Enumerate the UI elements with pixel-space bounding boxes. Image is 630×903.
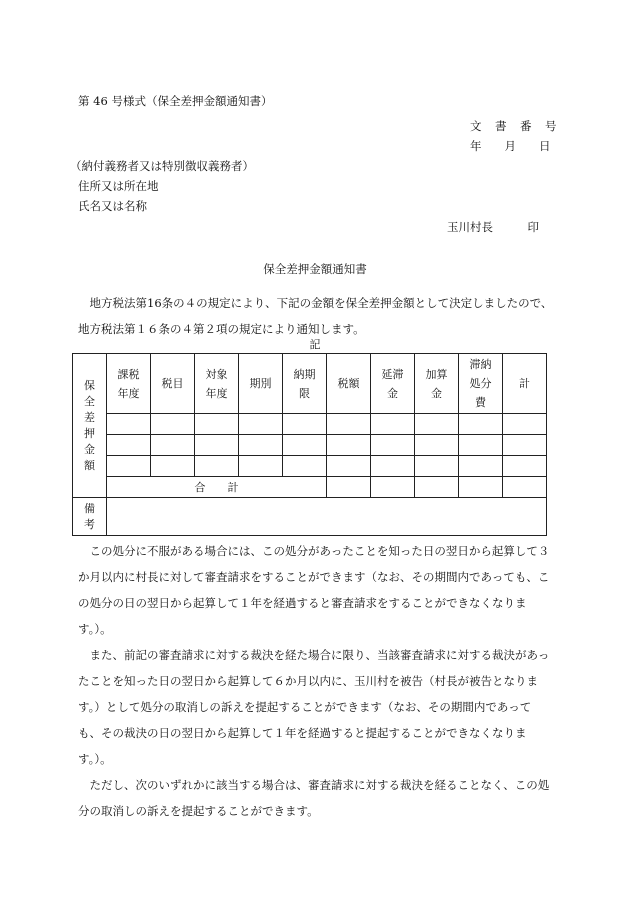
total-label: 合 計 <box>107 477 327 498</box>
recipient-category: （納付義務者又は特別徴収義務者） <box>70 159 254 173</box>
table-row <box>73 456 547 477</box>
header-cell: 延滞金 <box>371 354 415 414</box>
ki-label: 記 <box>309 338 321 351</box>
form-title: 第 46 号様式（保全差押金額通知書） <box>78 94 273 108</box>
header-cell: 滞納処分費 <box>459 354 503 414</box>
address-label: 住所又は所在地 <box>78 179 159 193</box>
date-line: 年 月 日 <box>470 139 551 153</box>
header-cell: 税額 <box>327 354 371 414</box>
side-label: 保全差押金額 <box>84 378 95 472</box>
document-number-label: 文 書 番 号 <box>470 119 558 133</box>
header-cell: 計 <box>503 354 547 414</box>
tax-amount-table <box>72 353 547 536</box>
notice-title: 保全差押金額通知書 <box>263 262 367 276</box>
intro-paragraph: 地方税法第16条の４の規定により、下記の金額を保全差押金額として決定しましたので、地方税法第１６条の４第２項の規定により通知します。 <box>78 296 553 336</box>
side-label-cell <box>73 354 107 498</box>
header-cell: 税目 <box>151 354 195 414</box>
remarks-content <box>107 498 547 536</box>
header-cell: 納期限 <box>283 354 327 414</box>
total-row <box>73 477 547 498</box>
table-row <box>73 435 547 456</box>
remarks-row <box>73 498 547 536</box>
header-cell: 期別 <box>239 354 283 414</box>
appeal-paragraph-3: ただし、次のいずれかに該当する場合は、審査請求に対する裁決を経ることなく、この処分の取消しの訴えを提起することができます。 <box>78 778 550 818</box>
header-cell: 課税年度 <box>107 354 151 414</box>
table-header-row <box>73 354 547 414</box>
table-row <box>73 414 547 435</box>
remarks-label: 備考 <box>84 501 95 531</box>
name-label: 氏名又は名称 <box>78 199 147 213</box>
appeal-paragraph-1: この処分に不服がある場合には、この処分があったことを知った日の翌日から起算して３か月以内に村長に対して審査請求をすることができます（なお、その期間内であっても、この処分の日の翌日から起算して１年を経過すると審査請求をすることができなくなります。）。 <box>78 544 550 636</box>
header-cell: 対象年度 <box>195 354 239 414</box>
remarks-label-cell <box>73 498 107 536</box>
issuer-seal-line: 玉川村長 印 <box>447 220 539 234</box>
header-cell: 加算金 <box>415 354 459 414</box>
appeal-paragraph-2: また、前記の審査請求に対する裁決を経た場合に限り、当該審査請求に対する裁決があったことを知った日の翌日から起算して６か月以内に、玉川村を被告（村長が被告となります。）として処分の取消しの訴えを提起することができます（なお、その期間内であっても、その裁決の日の翌日から起算して１年を経過すると提起することができなくなります。）。 <box>78 648 550 766</box>
